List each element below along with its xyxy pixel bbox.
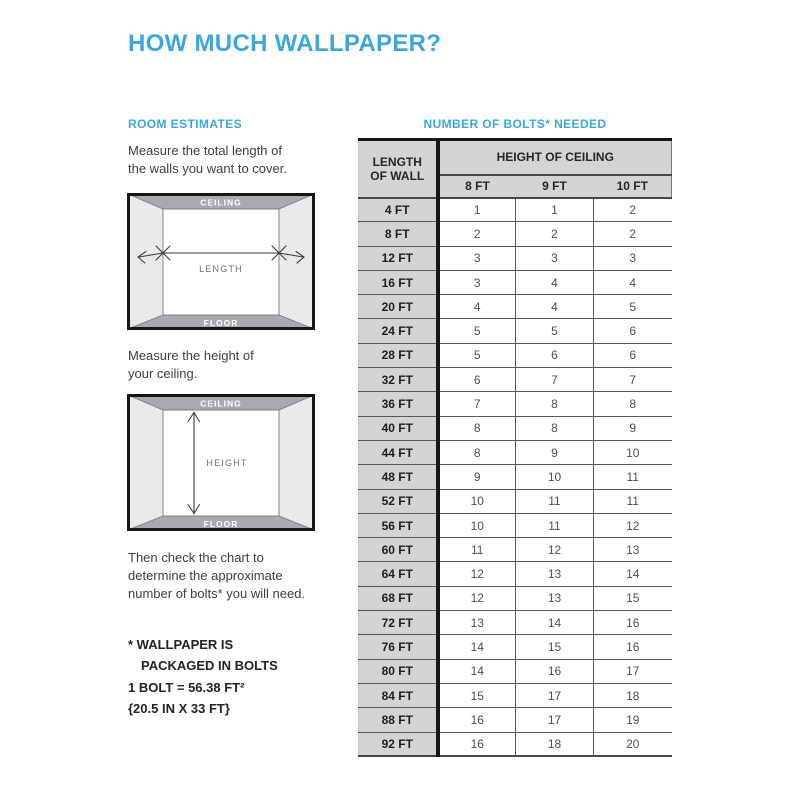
- ceiling-label: CEILING: [200, 398, 242, 409]
- bolt-count-cell: 10: [438, 513, 516, 537]
- bolt-count-cell: 3: [438, 270, 516, 294]
- length-label: LENGTH: [199, 264, 243, 274]
- bolt-count-cell: 15: [516, 635, 594, 659]
- bolt-count-cell: 13: [438, 611, 516, 635]
- bolt-count-cell: 15: [594, 586, 672, 610]
- instruction-step2: [128, 347, 254, 383]
- bolts-needed-heading: NUMBER OF BOLTS* NEEDED: [423, 117, 607, 131]
- wall-length-cell: 44 FT: [359, 440, 438, 464]
- bolt-count-cell: 13: [516, 562, 594, 586]
- bolt-count-cell: 11: [516, 489, 594, 513]
- wall-length-cell: 16 FT: [359, 270, 438, 294]
- page-title: HOW MUCH WALLPAPER?: [128, 30, 442, 57]
- table-row: [359, 586, 672, 610]
- bolt-count-cell: 17: [516, 683, 594, 707]
- bolt-count-cell: 13: [594, 538, 672, 562]
- bolts-table-header: [359, 140, 672, 198]
- table-row: [359, 635, 672, 659]
- column-header-9ft: 9 FT: [516, 175, 594, 198]
- table-row: [359, 440, 672, 464]
- wall-length-cell: 64 FT: [359, 562, 438, 586]
- bolt-count-cell: 4: [594, 270, 672, 294]
- bolt-count-cell: 8: [438, 440, 516, 464]
- table-row: [359, 270, 672, 294]
- instruction-line: Measure the total length of: [128, 143, 282, 158]
- bolt-count-cell: 2: [594, 198, 672, 222]
- bolt-count-cell: 4: [516, 270, 594, 294]
- wall-length-cell: 36 FT: [359, 392, 438, 416]
- bolt-count-cell: 9: [516, 440, 594, 464]
- bolts-table-container: [358, 138, 672, 757]
- wall-length-cell: 92 FT: [359, 732, 438, 756]
- bolt-count-cell: 8: [438, 416, 516, 440]
- bolt-count-cell: 3: [516, 246, 594, 270]
- bolt-count-cell: 16: [594, 635, 672, 659]
- bolt-count-cell: 6: [594, 319, 672, 343]
- ceiling-label: CEILING: [200, 197, 242, 208]
- table-row: [359, 368, 672, 392]
- bolt-count-cell: 6: [438, 368, 516, 392]
- wall-length-cell: 40 FT: [359, 416, 438, 440]
- bolt-count-cell: 3: [438, 246, 516, 270]
- table-row: [359, 295, 672, 319]
- room-estimates-heading: ROOM ESTIMATES: [128, 117, 243, 131]
- wall-length-cell: 12 FT: [359, 246, 438, 270]
- wall-length-cell: 48 FT: [359, 465, 438, 489]
- bolt-count-cell: 16: [438, 708, 516, 732]
- room-right-wall: [279, 194, 314, 329]
- table-row: [359, 562, 672, 586]
- bolt-count-cell: 19: [594, 708, 672, 732]
- bolt-size-line: {20.5 IN X 33 FT}: [128, 701, 230, 716]
- bolt-count-cell: 7: [438, 392, 516, 416]
- bolt-count-cell: 9: [438, 465, 516, 489]
- table-row: [359, 246, 672, 270]
- bolt-count-cell: 17: [594, 659, 672, 683]
- bolt-count-cell: 18: [516, 732, 594, 756]
- bolt-count-cell: 6: [594, 343, 672, 367]
- table-row: [359, 198, 672, 222]
- bolt-count-cell: 1: [438, 198, 516, 222]
- bolt-table-body: [359, 198, 672, 757]
- instruction-step1: [128, 142, 287, 178]
- table-row: [359, 513, 672, 537]
- bolt-count-cell: 9: [594, 416, 672, 440]
- wall-length-cell: 4 FT: [359, 198, 438, 222]
- floor-label: FLOOR: [203, 519, 239, 529]
- bolt-count-cell: 12: [438, 562, 516, 586]
- instruction-line: Measure the height of: [128, 348, 254, 363]
- length-of-wall-header: [359, 140, 438, 198]
- wall-length-cell: 60 FT: [359, 538, 438, 562]
- table-row: [359, 343, 672, 367]
- wall-length-cell: 20 FT: [359, 295, 438, 319]
- bolt-count-cell: 2: [594, 222, 672, 246]
- room-right-wall: [279, 395, 314, 530]
- wall-length-cell: 88 FT: [359, 708, 438, 732]
- table-row: [359, 708, 672, 732]
- bolt-count-cell: 8: [516, 416, 594, 440]
- bolt-count-cell: 16: [594, 611, 672, 635]
- wall-length-cell: 56 FT: [359, 513, 438, 537]
- bolt-count-cell: 7: [594, 368, 672, 392]
- bolt-count-cell: 8: [594, 392, 672, 416]
- table-row: [359, 732, 672, 756]
- wall-length-cell: 84 FT: [359, 683, 438, 707]
- bolt-count-cell: 1: [516, 198, 594, 222]
- bolt-count-cell: 11: [594, 465, 672, 489]
- wall-length-cell: 68 FT: [359, 586, 438, 610]
- bolt-count-cell: 5: [438, 343, 516, 367]
- footnote-line: * WALLPAPER IS: [128, 637, 234, 652]
- wall-length-cell: 28 FT: [359, 343, 438, 367]
- bolt-count-cell: 10: [594, 440, 672, 464]
- room-back-wall: [163, 209, 279, 315]
- table-row: [359, 659, 672, 683]
- bolt-count-cell: 11: [516, 513, 594, 537]
- instruction-line: number of bolts* you will need.: [128, 586, 306, 601]
- bolt-count-cell: 12: [516, 538, 594, 562]
- corner-header-line: OF WALL: [370, 168, 425, 183]
- instruction-line: Then check the chart to: [128, 550, 264, 565]
- table-row: [359, 683, 672, 707]
- bolt-count-cell: 14: [438, 659, 516, 683]
- bolt-count-cell: 2: [438, 222, 516, 246]
- column-header-10ft: 10 FT: [594, 175, 672, 198]
- bolt-count-cell: 15: [438, 683, 516, 707]
- bolt-count-cell: 3: [594, 246, 672, 270]
- bolt-count-cell: 5: [594, 295, 672, 319]
- bolt-count-cell: 13: [516, 586, 594, 610]
- bolt-size-note: [128, 677, 244, 719]
- bolt-count-cell: 4: [516, 295, 594, 319]
- instruction-line: the walls you want to cover.: [128, 161, 287, 176]
- height-label: HEIGHT: [206, 458, 248, 468]
- column-header-8ft: 8 FT: [438, 175, 516, 198]
- table-row: [359, 489, 672, 513]
- bolt-count-cell: 17: [516, 708, 594, 732]
- table-row: [359, 222, 672, 246]
- bolt-count-cell: 8: [516, 392, 594, 416]
- bolt-count-cell: 2: [516, 222, 594, 246]
- wall-length-cell: 72 FT: [359, 611, 438, 635]
- bolt-count-cell: 4: [438, 295, 516, 319]
- wall-length-cell: 8 FT: [359, 222, 438, 246]
- wall-length-cell: 32 FT: [359, 368, 438, 392]
- floor-label: FLOOR: [203, 318, 239, 328]
- bolt-count-cell: 5: [516, 319, 594, 343]
- bolt-count-cell: 20: [594, 732, 672, 756]
- wall-length-cell: 52 FT: [359, 489, 438, 513]
- bolt-count-cell: 5: [438, 319, 516, 343]
- bolt-count-cell: 10: [516, 465, 594, 489]
- wall-length-cell: 76 FT: [359, 635, 438, 659]
- footnote-line: PACKAGED IN BOLTS: [141, 658, 278, 673]
- instruction-line: your ceiling.: [128, 366, 198, 381]
- bolt-count-cell: 16: [516, 659, 594, 683]
- bolt-count-cell: 14: [594, 562, 672, 586]
- table-row: [359, 319, 672, 343]
- bolt-count-cell: 11: [438, 538, 516, 562]
- height-of-ceiling-header: HEIGHT OF CEILING: [438, 140, 672, 175]
- wallpaper-footnote: [128, 634, 278, 676]
- bolt-count-cell: 12: [438, 586, 516, 610]
- wall-length-cell: 80 FT: [359, 659, 438, 683]
- room-left-wall: [128, 194, 163, 329]
- bolts-table: [358, 138, 672, 757]
- table-row: [359, 392, 672, 416]
- bolt-count-cell: 14: [438, 635, 516, 659]
- length-measurement-diagram: [127, 193, 315, 330]
- bolt-count-cell: 18: [594, 683, 672, 707]
- bolt-count-cell: 14: [516, 611, 594, 635]
- instruction-line: determine the approximate: [128, 568, 283, 583]
- table-row: [359, 465, 672, 489]
- instruction-step3: [128, 549, 305, 603]
- corner-header-line: LENGTH: [372, 154, 422, 169]
- height-measurement-diagram: [127, 394, 315, 531]
- room-left-wall: [128, 395, 163, 530]
- bolt-count-cell: 12: [594, 513, 672, 537]
- bolt-count-cell: 6: [516, 343, 594, 367]
- bolt-count-cell: 10: [438, 489, 516, 513]
- bolt-size-line: 1 BOLT = 56.38 FT²: [128, 680, 245, 695]
- table-group-header-row: [359, 140, 672, 175]
- bolt-count-cell: 16: [438, 732, 516, 756]
- table-row: [359, 416, 672, 440]
- table-row: [359, 611, 672, 635]
- wall-length-cell: 24 FT: [359, 319, 438, 343]
- bolt-count-cell: 7: [516, 368, 594, 392]
- bolt-count-cell: 11: [594, 489, 672, 513]
- table-row: [359, 538, 672, 562]
